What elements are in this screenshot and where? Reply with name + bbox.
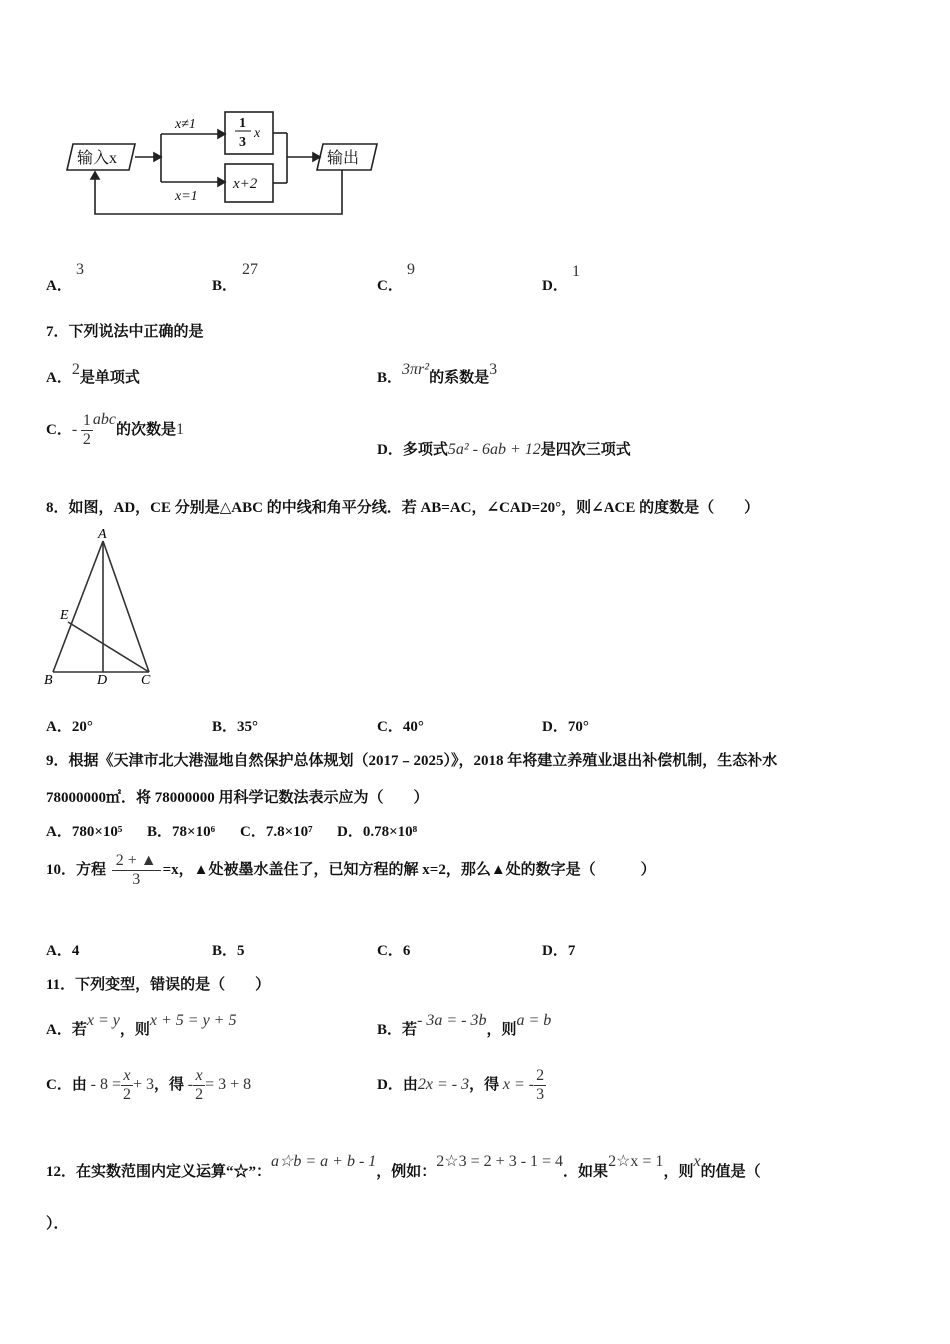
word-get: ，得 [154,1076,185,1093]
vertex-d-label: D [97,673,108,688]
option-label: C． [46,1076,72,1093]
q12-if: ．如果 [563,1164,609,1180]
option-label: A． [46,278,72,294]
option-prefix: 多项式 [402,442,448,458]
option-value: 4 [71,943,80,959]
math-expr: 2x = - 3 [417,1075,470,1093]
q6-option-a-value: 3 [76,261,84,278]
q11-option-c[interactable] [46,1067,251,1104]
word-then: ，则 [119,1022,150,1038]
box-third-x [225,112,273,154]
option-label: C． [377,719,403,735]
option-value: 20° [71,719,93,735]
option-value: 7 [567,943,576,959]
q7-option-a[interactable] [46,361,140,387]
vertex-b-label: B [44,673,53,688]
option-value: 6 [402,943,411,959]
q6-option-b[interactable] [212,274,237,295]
option-value: 40° [402,719,424,735]
q7-stem: 7．下列说法中正确的是 [46,324,204,340]
q11-option-b[interactable] [377,1012,552,1039]
q8-option-a[interactable] [46,715,93,736]
option-value: 0.78×10⁸ [362,824,418,840]
option-label: D． [542,719,568,735]
option-label: A． [46,943,72,959]
minus-sign: - [71,420,78,438]
option-label: C． [240,824,266,840]
option-label: A． [46,824,72,840]
word-by: 由 [402,1076,418,1093]
option-value: 5 [237,943,245,959]
math-expr: x = y [86,1012,120,1029]
q6-option-d-value: 1 [572,263,580,280]
option-value: 780×10⁵ [71,824,123,840]
q8-option-d[interactable] [542,715,589,736]
option-text: 是单项式 [79,370,140,386]
fraction: $\frac{x}{2}$ [195,1067,204,1103]
math-expr: 2 [71,361,80,378]
box-bottom-label: x+2 [233,176,258,192]
output-label: 输出 [327,150,360,167]
option-label: B． [377,370,403,386]
q6-option-c-value: 9 [407,261,415,278]
q9-stem-line1: 9．根据《天津市北大港湿地自然保护总体规划（2017﹣2025）》，2018 年将建立养殖业退出补偿机制，生态补水 [46,753,778,769]
cond-eq-label: x=1 [175,189,198,204]
option-text: 的系数是 [429,370,490,386]
math-var: abc [92,410,117,428]
math-value: 1 [176,420,185,438]
q12-tail: 的值是（ [700,1164,761,1180]
option-label: B． [377,1022,403,1038]
fraction: $\frac{x}{2}$ [122,1067,131,1103]
option-value: 7.8×10⁷ [265,824,313,840]
input-label: 输入x [77,150,118,167]
q9-option-d[interactable] [337,820,417,841]
math-expr: x = - [502,1075,535,1093]
q7-option-c[interactable] [46,412,184,449]
q10-rest: =x，▲处被墨水盖住了，已知方程的解 x=2，那么▲处的数字是（ ） [162,861,656,878]
box-top-var: x [254,126,261,141]
q9-option-a[interactable] [46,820,122,841]
q12-line2: ）． [46,1216,69,1232]
q7-option-d[interactable] [377,438,631,459]
option-value: 70° [567,719,589,735]
q12-stem [46,1153,761,1181]
q12-prefix: 12．在实数范围内定义运算“☆”： [46,1164,272,1180]
triangle-figure [40,525,165,690]
q7-option-b[interactable] [377,361,498,387]
math-expr: a = b [516,1012,552,1029]
option-label: D． [337,824,363,840]
q10-option-b[interactable] [212,939,245,960]
q8-option-c[interactable] [377,715,424,736]
option-label: C． [46,421,72,438]
option-label: B． [212,278,238,294]
q6-option-c[interactable] [377,274,403,295]
flowchart-diagram [55,100,395,225]
q9-option-c[interactable] [240,820,313,841]
math-expr: x + 5 = y + 5 [149,1012,237,1029]
word-get: ，得 [469,1076,500,1093]
option-label: A． [46,1022,72,1038]
word-by: 由 [71,1076,87,1093]
math-value: 3 [489,361,498,378]
option-label: D． [542,943,568,959]
math-expr: 5a² - 6ab + 12 [447,441,541,458]
word-then: ，则 [486,1022,517,1038]
word-if: 若 [402,1022,418,1038]
q8-option-b[interactable] [212,715,258,736]
vertex-a-label: A [98,527,107,542]
box-top-den: 3 [239,135,246,150]
math-cond: 2☆x = 1 [608,1153,664,1170]
word-if: 若 [71,1022,87,1038]
option-label: D． [377,1076,403,1093]
option-text: 的次数是 [116,421,177,438]
q11-stem: 11．下列变型，错误的是（ ） [46,977,271,993]
q8-stem: 8．如图，AD，CE 分别是△ABC 的中线和角平分线．若 AB=AC，∠CAD=20°，则∠ACE 的度数是（ ） [46,500,760,516]
q9-stem-line2: 78000000㎡．将 78000000 用科学记数法表示应为（ ） [46,790,429,806]
option-value: 35° [237,719,259,735]
cond-ne-label: x≠1 [175,117,196,132]
q10-option-d[interactable] [542,939,575,960]
option-value: 78×10⁶ [172,824,216,840]
q9-option-b[interactable] [147,820,215,841]
option-text: 是四次三项式 [540,442,631,458]
math-var: x [693,1153,701,1170]
q6-option-b-value: 27 [242,261,258,278]
q10-option-c[interactable] [377,939,410,960]
q10-prefix: 10．方程 [46,861,107,878]
math-expr: - 8 = [90,1075,121,1093]
option-label: B． [212,943,238,959]
option-label: A． [46,719,72,735]
box-top-num: 1 [239,116,246,131]
math-expr: = 3 + 8 [205,1075,252,1093]
minus-sign: - [187,1075,194,1093]
option-label: C． [377,278,403,294]
option-label: D． [377,442,403,458]
option-label: D． [542,278,568,294]
fraction: $\frac{1}{2}$ [82,412,91,448]
math-example: 2☆3 = 2 + 3 - 1 = 4 [436,1153,564,1170]
vertex-c-label: C [141,673,151,688]
q12-example: ，例如： [376,1164,437,1180]
q10-option-a[interactable] [46,939,79,960]
q12-then: ，则 [663,1164,694,1180]
q11-option-a[interactable] [46,1012,237,1039]
q11-option-d[interactable] [377,1067,546,1104]
q10-stem [46,852,656,889]
vertex-e-label: E [60,608,69,623]
option-label: B． [212,719,238,735]
option-label: C． [377,943,403,959]
math-def: a☆b = a + b - 1 [271,1153,377,1170]
math-expr: 3πr² [402,361,430,378]
fraction: $\frac{2}{3}$ [536,1067,545,1103]
q6-option-a[interactable] [46,274,72,295]
math-expr: + 3 [132,1075,154,1093]
q6-option-d[interactable] [542,274,568,295]
option-label: A． [46,370,72,386]
math-expr: - 3a = - 3b [417,1012,487,1029]
option-label: B． [147,824,173,840]
fraction: $\frac{2 + ▲}{3}$ [112,852,161,889]
